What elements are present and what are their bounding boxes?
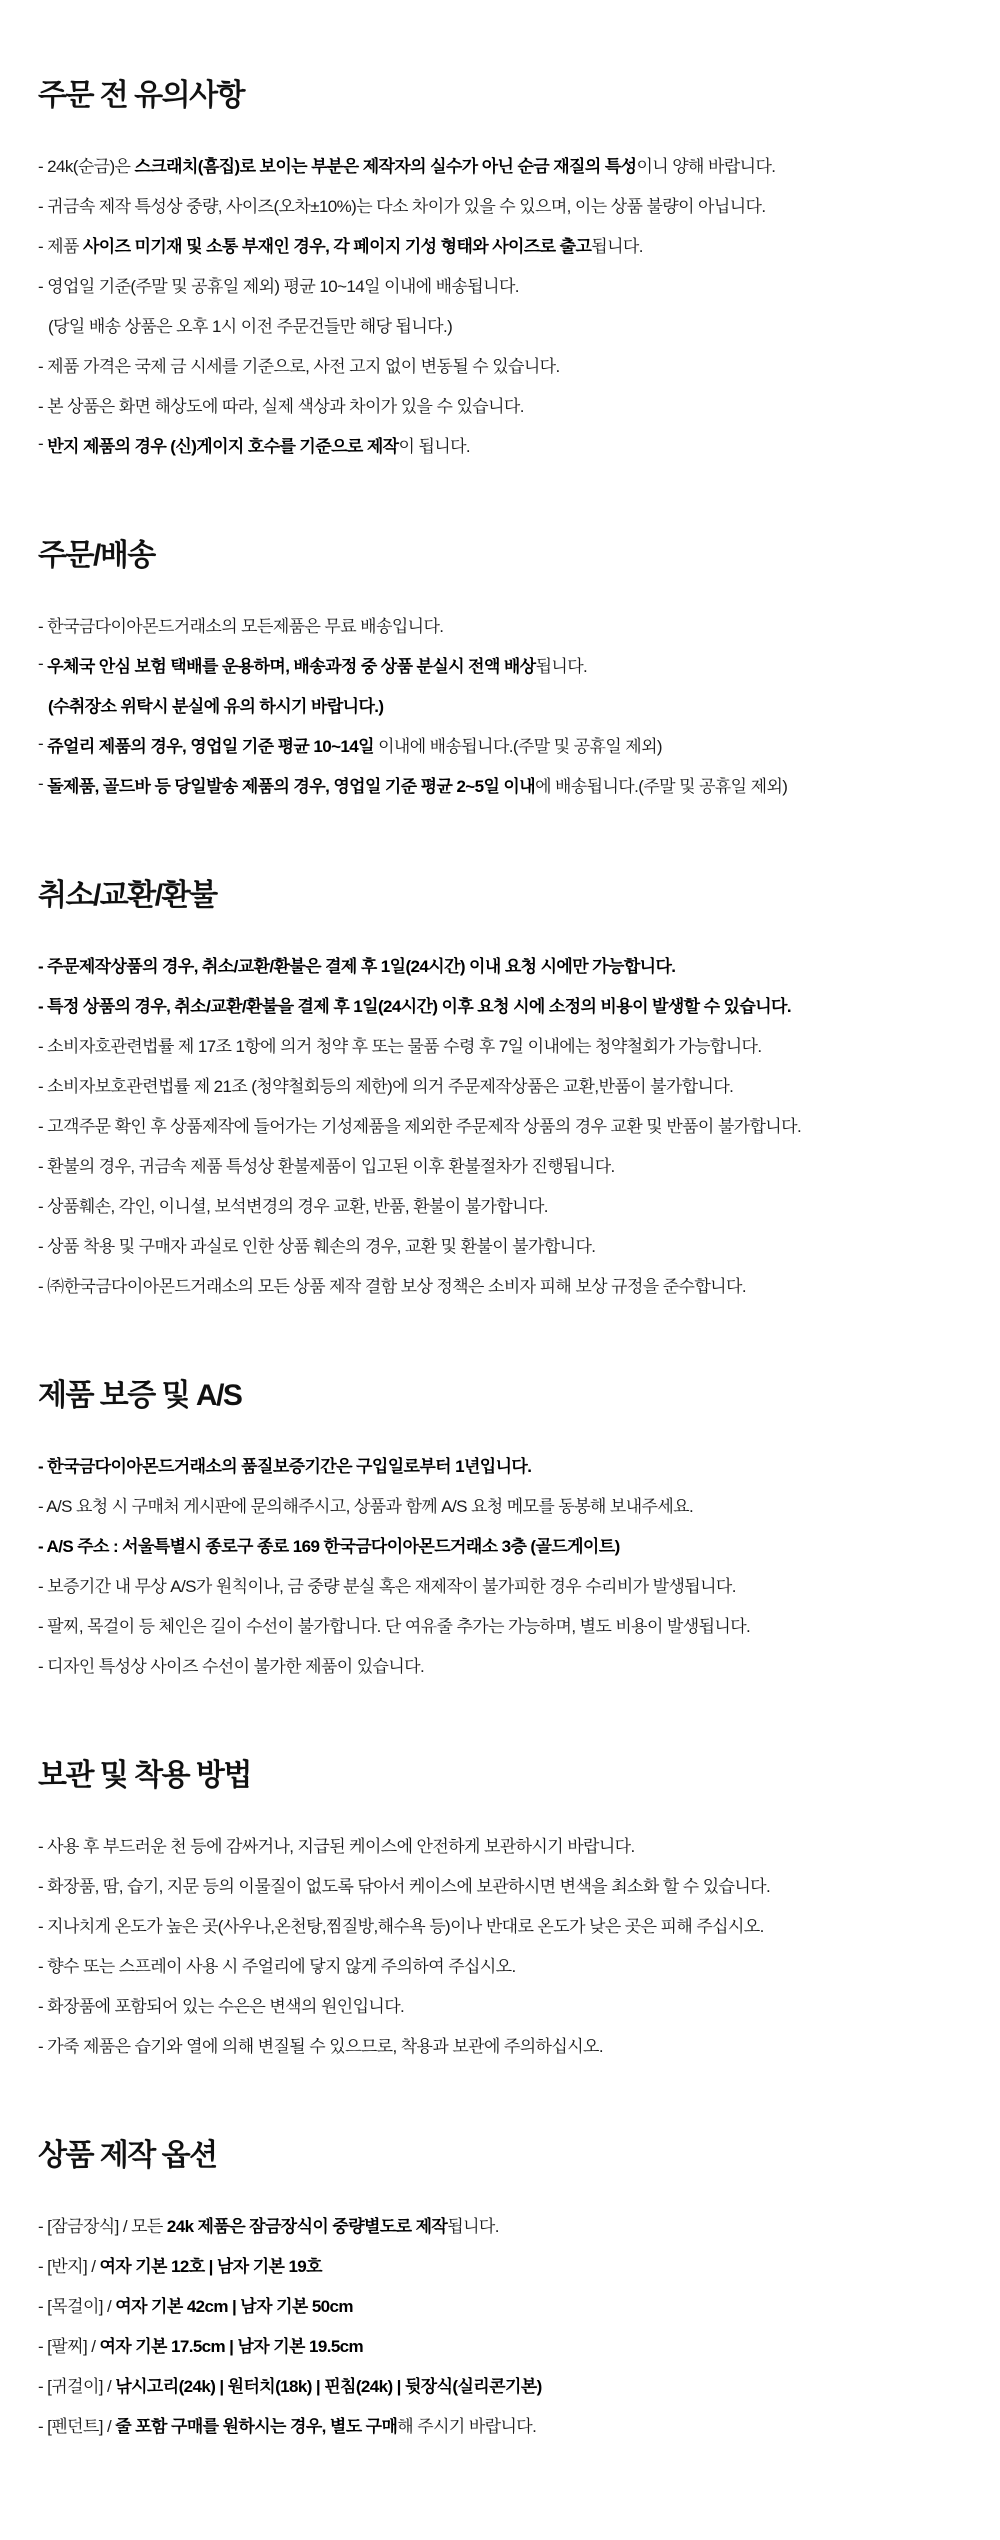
notice-line [38, 2204, 962, 2244]
notice-text: 됩니다. [591, 236, 643, 256]
notice-text-bold: - 한국금다이아몬드거래소의 품질보증기간은 구입일로부터 1년입니다. [38, 1456, 532, 1476]
notice-text: - [반지] / [38, 2256, 100, 2276]
notice-text: - 향수 또는 스프레이 사용 시 주얼리에 닿지 않게 주의하여 주십시오. [38, 1956, 516, 1976]
notice-line [38, 1024, 962, 1064]
notice-text: - 가죽 제품은 습기와 열에 의해 변질될 수 있으므로, 착용과 보관에 주의하십시오. [38, 2036, 603, 2056]
notice-text-bold: 스크래치(흠집)로 보이는 부분은 제작자의 실수가 아닌 순금 재질의 특성 [134, 156, 637, 176]
notice-text: 해 주시기 바랍니다. [397, 2416, 537, 2436]
notice-text: - [귀걸이] / [38, 2376, 116, 2396]
notice-text: - 상품훼손, 각인, 이니셜, 보석변경의 경우 교환, 반품, 환불이 불가합니다. [38, 1196, 548, 1216]
notice-line [38, 184, 962, 224]
notice-line [38, 2364, 962, 2404]
notice-line [38, 1144, 962, 1184]
notice-line [38, 2284, 962, 2324]
notice-text-bold: 우체국 안심 보험 택배를 운용하며, 배송과정 중 상품 분실시 전액 배상 [47, 656, 536, 676]
notice-line [38, 1064, 962, 1104]
notice-line [38, 1944, 962, 1984]
notice-text-bold: - 특정 상품의 경우, 취소/교환/환불을 결제 후 1일(24시간) 이후 요청 시에 소정의 비용이 발생할 수 있습니다. [38, 996, 791, 1016]
section-order-shipping [38, 538, 962, 804]
notice-text-bold: - 주문제작상품의 경우, 취소/교환/환불은 결제 후 1일(24시간) 이내 요청 시에만 가능합니다. [38, 956, 676, 976]
section-title: 주문 전 유의사항 [38, 79, 245, 112]
notice-line [38, 1484, 962, 1524]
notice-text: - 보증기간 내 무상 A/S가 원칙이나, 금 중량 분실 혹은 재제작이 불가피한 경우 수리비가 발생됩니다. [38, 1576, 736, 1596]
notice-text: - 화장품에 포함되어 있는 수은은 변색의 원인입니다. [38, 1996, 405, 2016]
notice-text: - 디자인 특성상 사이즈 수선이 불가한 제품이 있습니다. [38, 1656, 425, 1676]
notice-line [38, 344, 962, 384]
notice-text: - [목걸이] / [38, 2296, 116, 2316]
notice-text: - [38, 734, 48, 753]
notice-line [38, 2324, 962, 2364]
notice-line [38, 984, 962, 1024]
notice-text: - 환불의 경우, 귀금속 제품 특성상 환불제품이 입고된 이후 환불절차가 진행됩니다. [38, 1156, 615, 1176]
notice-text: - 본 상품은 화면 해상도에 따라, 실제 색상과 차이가 있을 수 있습니다. [38, 396, 524, 416]
notice-text: - [38, 654, 48, 673]
notice-text: - [38, 774, 48, 793]
notice-text: 됩니다. [447, 2216, 499, 2236]
notice-line [38, 604, 962, 644]
notice-text-bold: 낚시고리(24k) | 원터치(18k) | 핀침(24k) | 뒷장식(실리콘기본) [115, 2376, 542, 2396]
notice-text-bold: 줄 포함 구매를 원하시는 경우, 별도 구매 [115, 2416, 398, 2436]
notice-line [38, 224, 962, 264]
notice-text: - 한국금다이아몬드거래소의 모든제품은 무료 배송입니다. [38, 616, 444, 636]
notice-text: - 제품 가격은 국제 금 시세를 기준으로, 사전 고지 없이 변동될 수 있습니다. [38, 356, 560, 376]
notice-line [38, 2024, 962, 2064]
notice-text: - 상품 착용 및 구매자 과실로 인한 상품 훼손의 경우, 교환 및 환불이 불가합니다. [38, 1236, 596, 1256]
section-product-options [38, 2138, 962, 2444]
notice-text-bold: 반지 제품의 경우 (신)게이지 호수를 기준으로 제작 [47, 436, 399, 456]
notice-line [38, 424, 962, 464]
section-storage-wearing [38, 1758, 962, 2064]
notice-line [38, 1604, 962, 1644]
notice-line [38, 2244, 962, 2284]
notice-text: (당일 배송 상품은 오후 1시 이전 주문건들만 해당 됩니다.) [48, 316, 453, 336]
notice-text-bold: 사이즈 미기재 및 소통 부재인 경우, 각 페이지 기성 형태와 사이즈로 출고 [82, 236, 592, 256]
notice-text: - 사용 후 부드러운 천 등에 감싸거나, 지급된 케이스에 안전하게 보관하시기 바랍니다. [38, 1836, 635, 1856]
section-cancel-exchange-refund [38, 878, 962, 1304]
section-title: 제품 보증 및 A/S [38, 1379, 242, 1412]
notice-text: 이내에 배송됩니다.(주말 및 공휴일 제외) [373, 736, 662, 756]
notice-text-bold: 여자 기본 17.5cm | 남자 기본 19.5cm [99, 2336, 364, 2356]
notice-text: - 소비자호관련법률 제 17조 1항에 의거 청약 후 또는 물품 수령 후 7일 이내에는 청약철회가 가능합니다. [38, 1036, 762, 1056]
notice-line [38, 1224, 962, 1264]
notice-line [38, 384, 962, 424]
notice-line [38, 1564, 962, 1604]
notice-line [38, 684, 962, 724]
section-title: 상품 제작 옵션 [38, 2139, 217, 2172]
notice-text: - [펜던트] / [38, 2416, 116, 2436]
section-title: 취소/교환/환불 [38, 879, 217, 912]
notice-line [38, 644, 962, 684]
notice-line [38, 264, 962, 304]
notice-text: - 24k(순금)은 [38, 156, 135, 176]
notice-line [38, 144, 962, 184]
notice-line [38, 944, 962, 984]
notice-line [38, 764, 962, 804]
notice-text: - 소비자보호관련법률 제 21조 (청약철회등의 제한)에 의거 주문제작상품은 교환,반품이 불가합니다. [38, 1076, 734, 1096]
section-pre-order-notice [38, 78, 962, 464]
notice-line [38, 1184, 962, 1224]
notice-text: - 지나치게 온도가 높은 곳(사우나,온천탕,찜질방,해수욕 등)이나 반대로 온도가 낮은 곳은 피해 주십시오. [38, 1916, 764, 1936]
notice-text-bold: 여자 기본 42cm | 남자 기본 50cm [115, 2296, 353, 2316]
notice-text: - [잠금장식] / 모든 [38, 2216, 167, 2236]
notice-line [38, 2404, 962, 2444]
notice-line [38, 1104, 962, 1144]
notice-text: 이니 양해 바랍니다. [636, 156, 776, 176]
notice-text: 에 배송됩니다.(주말 및 공휴일 제외) [535, 776, 788, 796]
notice-text: - 화장품, 땀, 습기, 지문 등의 이물질이 없도록 닦아서 케이스에 보관하시면 변색을 최소화 할 수 있습니다. [38, 1876, 771, 1896]
notice-text: - [38, 434, 48, 453]
notice-text-bold: 여자 기본 12호 | 남자 기본 19호 [99, 2256, 322, 2276]
notice-text: 됩니다. [535, 656, 588, 676]
notice-line [38, 1904, 962, 1944]
notice-text-bold: - A/S 주소 : 서울특별시 종로구 종로 169 한국금다이아몬드거래소 3층 (골드게이트) [38, 1536, 620, 1556]
notice-text: - 제품 [38, 236, 83, 256]
notice-text-bold: 돌제품, 골드바 등 당일발송 제품의 경우, 영업일 기준 평균 2~5일 이내 [47, 776, 536, 796]
notice-text: - 고객주문 확인 후 상품제작에 들어가는 기성제품을 제외한 주문제작 상품의 경우 교환 및 반품이 불가합니다. [38, 1116, 802, 1136]
notice-line [38, 1264, 962, 1304]
notice-line [38, 304, 962, 344]
notice-text: - [팔찌] / [38, 2336, 100, 2356]
notice-line [38, 1984, 962, 2024]
notice-text: - 팔찌, 목걸이 등 체인은 길이 수선이 불가합니다. 단 여유줄 추가는 가능하며, 별도 비용이 발생됩니다. [38, 1616, 751, 1636]
notice-text-bold: 쥬얼리 제품의 경우, 영업일 기준 평균 10~14일 [47, 736, 374, 756]
notice-sections [38, 78, 962, 2444]
notice-text: - A/S 요청 시 구매처 게시판에 문의해주시고, 상품과 함께 A/S 요청 메모를 동봉해 보내주세요. [38, 1496, 694, 1516]
notice-text: 이 됩니다. [398, 436, 471, 456]
notice-line [38, 1524, 962, 1564]
notice-line [38, 1644, 962, 1684]
notice-text-bold: (수취장소 위탁시 분실에 유의 하시기 바랍니다.) [48, 696, 384, 716]
notice-text: - 귀금속 제작 특성상 중량, 사이즈(오차±10%)는 다소 차이가 있을 수 있으며, 이는 상품 불량이 아닙니다. [38, 196, 766, 216]
notice-text-bold: 24k 제품은 잠금장식이 중량별도로 제작 [166, 2216, 448, 2236]
notice-text: - ㈜한국금다이아몬드거래소의 모든 상품 제작 결함 보상 정책은 소비자 피해 보상 규정을 준수합니다. [38, 1276, 746, 1296]
notice-line [38, 1444, 962, 1484]
section-warranty-as [38, 1378, 962, 1684]
notice-line [38, 1824, 962, 1864]
notice-line [38, 724, 962, 764]
section-title: 보관 및 착용 방법 [38, 1759, 251, 1792]
section-title: 주문/배송 [38, 539, 155, 572]
notice-text: - 영업일 기준(주말 및 공휴일 제외) 평균 10~14일 이내에 배송됩니다. [38, 276, 519, 296]
notice-line [38, 1864, 962, 1904]
